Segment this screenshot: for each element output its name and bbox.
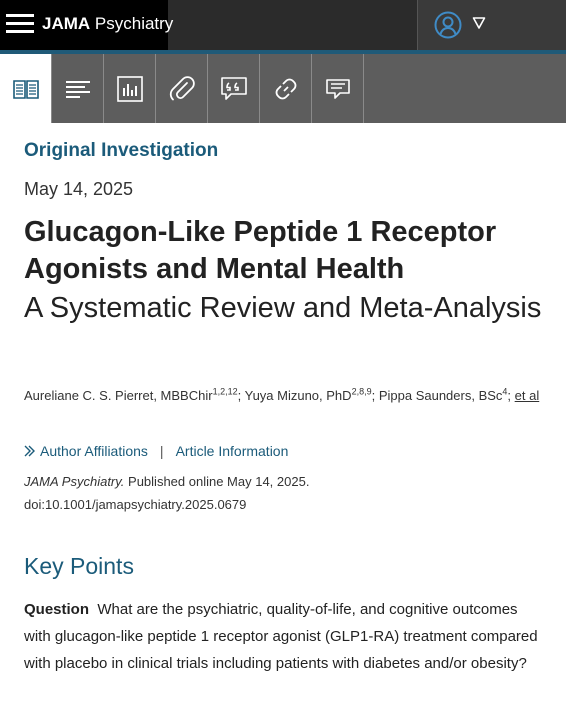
author-affiliation-numbers: 4 [502, 386, 508, 397]
citation-published: Published online May 14, 2025. [124, 474, 310, 489]
doi-text[interactable]: doi:10.1001/jamapsychiatry.2025.0679 [24, 497, 247, 512]
tab-article[interactable] [0, 54, 52, 123]
key-points-heading: Key Points [24, 553, 134, 579]
tab-links[interactable] [260, 54, 312, 123]
key-points-question [24, 596, 544, 677]
question-text: What are the psychiatric, quality-of-life, and cognitive outcomes with glucagon-like peptide 1 receptor agonist (GLP1-RA) treatment compared with placebo in clinical trials including patients with diabetes and/or obesity? [24, 601, 538, 672]
citation-block [24, 470, 544, 516]
article-title: Glucagon-Like Peptide 1 Receptor Agonists and Mental Health [24, 216, 497, 285]
article-type-label: Original Investigation [24, 140, 219, 161]
article-information-link[interactable]: Article Information [175, 443, 289, 459]
user-account-menu[interactable] [417, 0, 566, 50]
tab-contents[interactable] [52, 54, 104, 123]
question-label: Question [24, 601, 90, 618]
paperclip-icon [167, 74, 197, 104]
tab-supplements[interactable] [156, 54, 208, 123]
publication-date: May 14, 2025 [24, 179, 134, 199]
affiliation-links [24, 443, 288, 459]
list-lines-icon [63, 74, 93, 104]
author-name[interactable]: Pippa Saunders, BSc [378, 388, 503, 403]
double-chevron-right-icon [24, 445, 36, 457]
author-affiliation-numbers: 2,8,9 [351, 386, 372, 397]
tab-cite[interactable] [208, 54, 260, 123]
tab-figures[interactable] [104, 54, 156, 123]
article-subtitle: A Systematic Review and Meta-Analysis [24, 292, 542, 324]
brand-area [0, 0, 174, 50]
bar-chart-icon [115, 74, 145, 104]
link-icon [271, 74, 301, 104]
author-affiliations-link[interactable]: Author Affiliations [40, 443, 148, 459]
book-icon [11, 74, 41, 104]
link-separator: | [159, 443, 164, 459]
tab-comments[interactable] [312, 54, 364, 123]
journal-logo[interactable]: JAMA Psychiatry [42, 14, 174, 33]
article-toolbar [0, 54, 566, 123]
chevron-down-icon[interactable] [472, 16, 486, 30]
quote-icon [219, 74, 249, 104]
et-al-link[interactable]: et al [514, 388, 540, 403]
author-name[interactable]: Yuya Mizuno, PhD [244, 388, 352, 403]
author-list: Aureliane C. S. Pierret, MBBChir$^{1,2,12}$; Yuya Mizuno, PhD$^{2,8,9}$; Pippa Saunders, BSc$^4$; et al [24, 386, 540, 403]
citation-journal: JAMA Psychiatry. [24, 474, 125, 489]
speech-bubble-icon [323, 74, 353, 104]
author-name[interactable]: Aureliane C. S. Pierret, MBBChir [24, 388, 213, 403]
user-account-icon[interactable] [434, 11, 462, 39]
hamburger-menu-icon[interactable] [6, 12, 34, 36]
top-bar [0, 0, 566, 50]
author-affiliation-numbers: 1,2,12 [212, 386, 238, 397]
